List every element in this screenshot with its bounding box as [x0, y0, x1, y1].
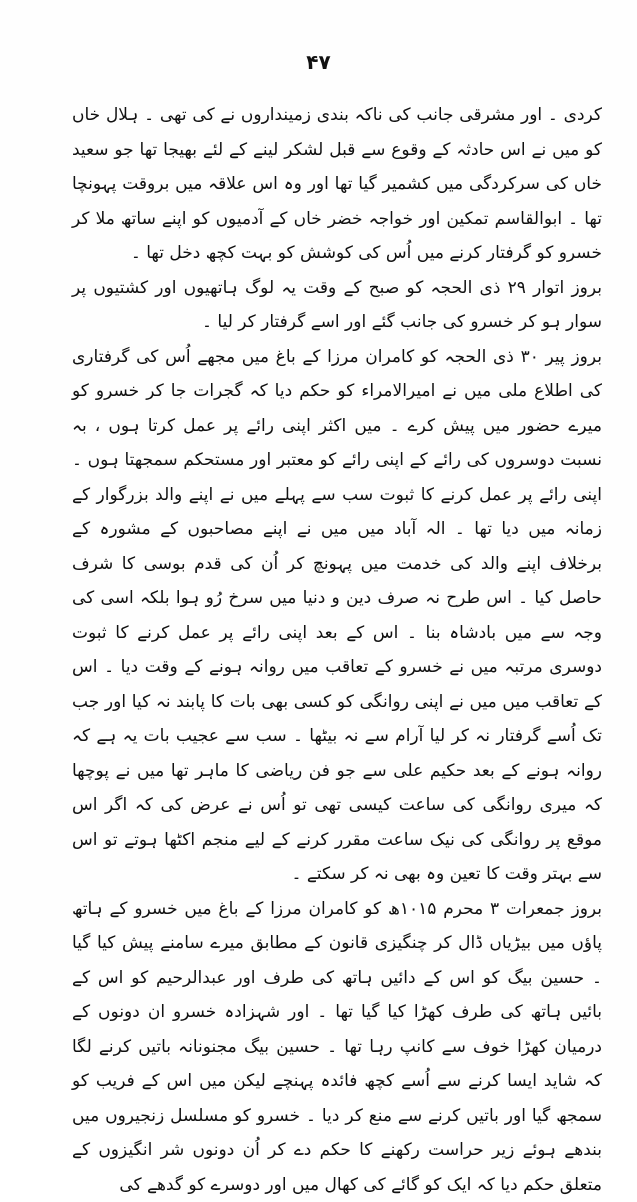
paragraph-3: بروز پیر ۳۰ ذی الحجہ کو کامران مرزا کے باغ میں مجھے اُس کی گرفتاری کی اطلاع ملی میں نے امیرالامراء کو حکم دیا کہ گجرات جا کر خسرو کو میرے حضور میں پیش کرے ۔ میں اکثر اپنی رائے پر عمل کرتا ہوں ، بہ نسبت دوسروں کی رائے کے اپنی رائے کو معتبر اور مستحکم سمجھتا ہوں ۔ اپنی رائے پر عمل کرنے کا ثبوت سب سے پہلے میں نے اپنے والد بزرگوار کے زمانہ میں دیا تھا ۔ الہ آباد میں میں نے اپنے مصاحبوں کے مشورہ کے برخلاف اپنے والد کی خدمت میں پہونچ کر اُن کی قدم بوسی کا شرف حاصل کیا ۔ اس طرح نہ صرف دین و دنیا میں سرخ رُو ہوا بلکہ اسی کی وجہ سے میں بادشاہ بنا ۔ اس کے بعد اپنی رائے پر عمل کرنے کا ثبوت دوسری مرتبہ میں نے خسرو کے تعاقب میں روانہ ہونے کے وقت دیا ۔ اس کے تعاقب میں میں نے اپنی روانگی کو کسی بھی بات کا پابند نہ کیا اور جب تک اُسے گرفتار نہ کر لیا آرام سے نہ بیٹھا ۔ سب سے عجیب بات یہ ہے کہ روانہ ہونے کے بعد حکیم علی سے جو فن ریاضی کا ماہر تھا میں نے پوچھا کہ میری روانگی کی ساعت کیسی تھی تو اُس نے عرض کی کہ اگر اس موقع پر روانگی کی نیک ساعت مقرر کرنے کے لیے منجم اکٹھا ہوتے تو اس سے بہتر وقت کا تعین وہ بھی نہ کر سکتے ۔: [72, 340, 602, 892]
paragraph-4: بروز جمعرات ۳ محرم ۱۰۱۵ھ کو کامران مرزا کے باغ میں خسرو کے ہاتھ پاؤں میں بیڑیاں ڈال کر چنگیزی قانون کے مطابق میرے سامنے پیش کیا گیا ۔ حسین بیگ کو اس کے دائیں ہاتھ کی طرف اور عبدالرحیم کو اس کے بائیں ہاتھ کی طرف کھڑا کیا گیا تھا ۔ اور شہزادہ خسرو ان دونوں کے درمیان کھڑا خوف سے کانپ رہا تھا ۔ حسین بیگ مجنونانہ باتیں کرنے لگا کہ شاید ایسا کرنے سے اُسے کچھ فائدہ پہنچے لیکن میں اس کے فریب کو سمجھ گیا اور باتیں کرنے سے منع کر دیا ۔ خسرو کو مسلسل زنجیروں میں بندھے ہوئے زیر حراست رکھنے کا حکم دے کر اُن دونوں شر انگیزوں کے متعلق حکم دیا کہ ایک کو گائے کی کھال میں اور دوسرے کو گدھے کی: [72, 892, 602, 1202]
paragraph-2: بروز اتوار ۲۹ ذی الحجہ کو صبح کے وقت یہ لوگ ہاتھیوں اور کشتیوں پر سوار ہو کر خسرو کی جانب گئے اور اسے گرفتار کر لیا ۔: [72, 271, 602, 340]
page-number: ۴۷: [0, 50, 637, 74]
paragraph-1: کردی ۔ اور مشرقی جانب کی ناکہ بندی زمینداروں نے کی تھی ۔ ہلال خاں کو میں نے اس حادثہ کے وقوع سے قبل لشکر لینے کے لئے بھیجا تھا جو سعید خاں کی سرکردگی میں کشمیر گیا تھا اور وہ اس علاقہ میں بروقت پہونچا تھا ۔ ابوالقاسم تمکین اور خواجہ خضر خاں کے آدمیوں کو اپنے ساتھ ملا کر خسرو کو گرفتار کرنے میں اُس کی کوشش کو بہت کچھ دخل تھا ۔: [72, 98, 602, 271]
body-text: [72, 98, 602, 1202]
